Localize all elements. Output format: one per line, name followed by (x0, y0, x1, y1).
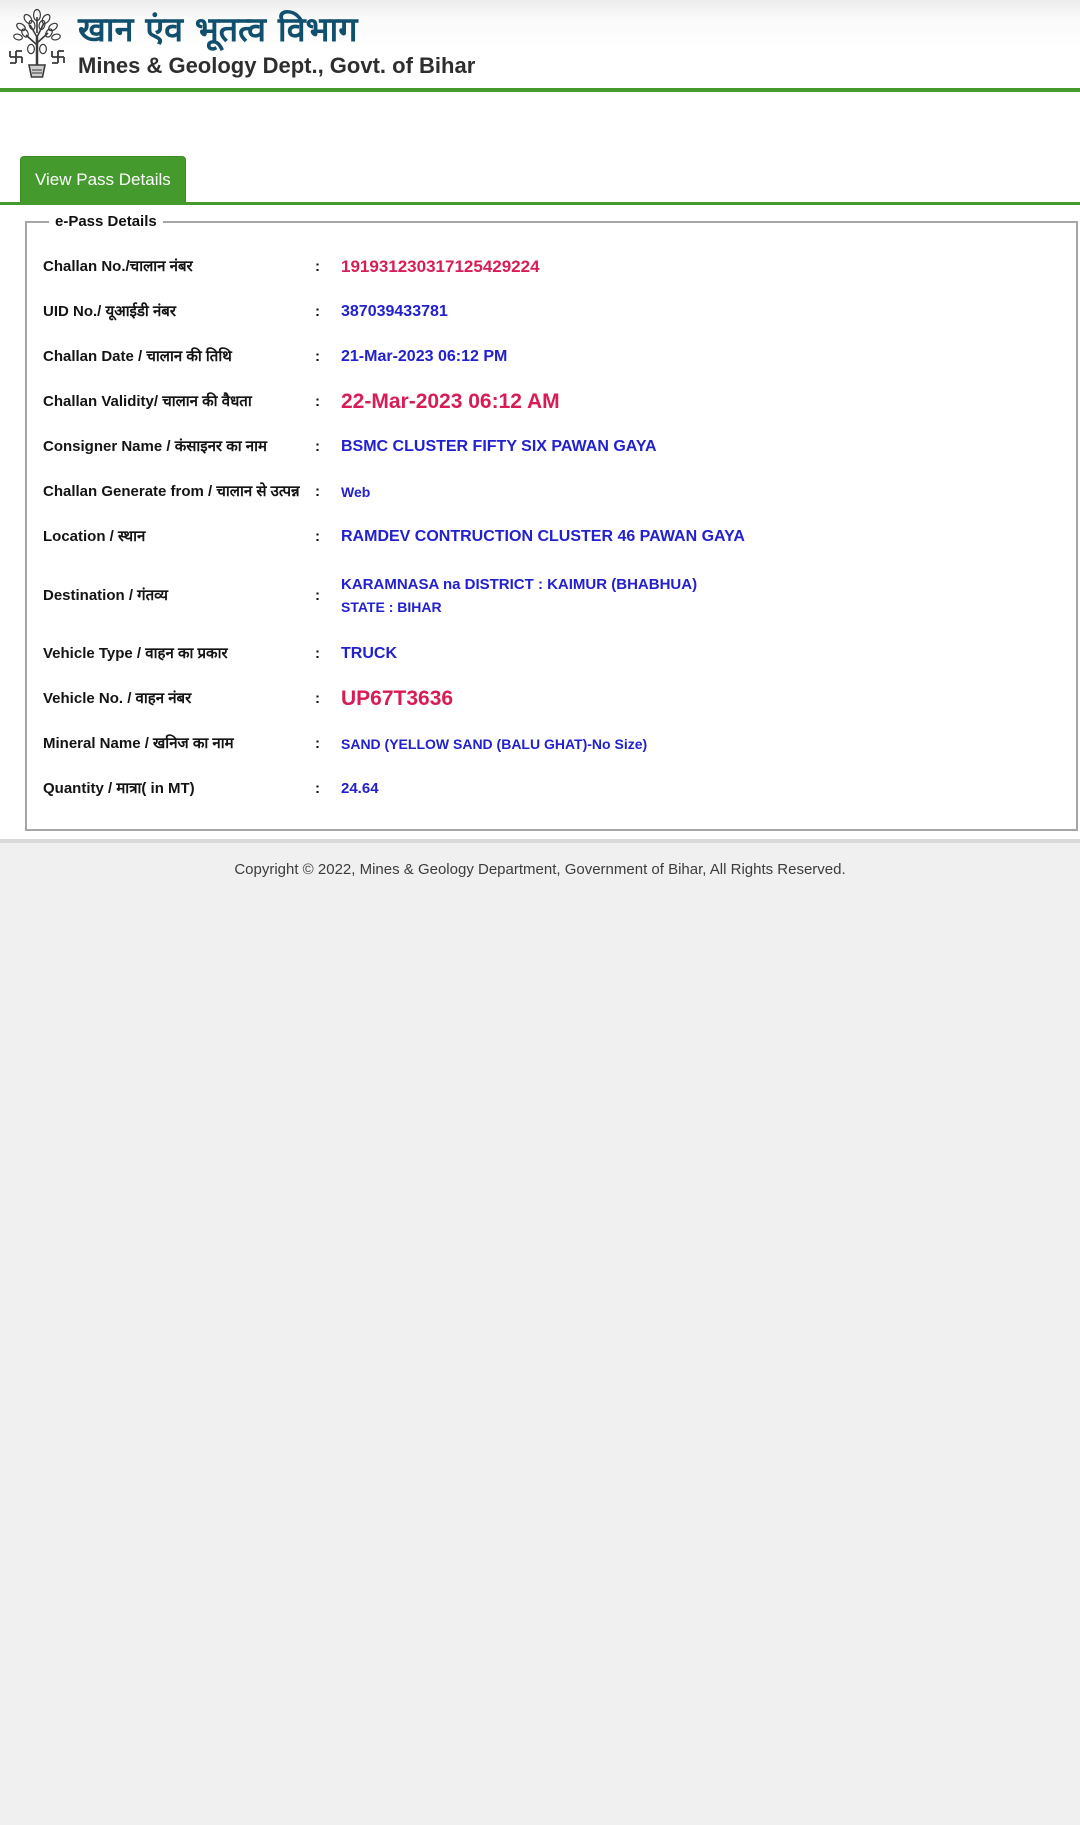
view-pass-details-tab[interactable]: View Pass Details (20, 156, 186, 202)
challan-validity-value: 22-Mar-2023 06:12 AM (341, 389, 560, 413)
field-label: Consigner Name / कंसाइनर का नाम (43, 438, 267, 455)
row-quantity (43, 766, 1066, 811)
challan-date-value: 21-Mar-2023 06:12 PM (341, 347, 508, 365)
field-label: Challan Date / चालान की तिथि (43, 348, 232, 365)
field-label: Vehicle Type / वाहन का प्रकार (43, 645, 228, 662)
department-title-hindi: खान एंव भूतत्व विभाग (78, 10, 358, 50)
colon-separator: : (315, 586, 320, 604)
row-challan-generate-from (43, 469, 1066, 514)
field-label: Vehicle No. / वाहन नंबर (43, 690, 192, 707)
field-label: UID No./ यूआईडी नंबर (43, 303, 176, 320)
row-uid-no (43, 289, 1066, 334)
colon-separator: : (315, 303, 320, 320)
quantity-value: 24.64 (341, 780, 379, 797)
destination-value (341, 576, 697, 615)
app-header (0, 0, 1080, 92)
colon-separator: : (315, 528, 320, 545)
field-label: Challan Generate from / चालान से उत्पन्न (43, 483, 300, 500)
destination-line1: KARAMNASA na DISTRICT : KAIMUR (BHABHUA) (341, 575, 698, 593)
challan-generate-from-value: Web (341, 483, 371, 500)
field-label: Challan No./चालान नंबर (43, 258, 193, 275)
mineral-name-value: SAND (YELLOW SAND (BALU GHAT)-No Size) (341, 735, 648, 752)
main-panel (0, 92, 1080, 843)
row-location (43, 514, 1066, 559)
epass-details-fieldset (25, 213, 1078, 831)
field-label: Location / स्थान (43, 528, 146, 545)
tab-strip (0, 156, 1080, 205)
colon-separator: : (315, 483, 320, 500)
field-label: Destination / गंतव्य (43, 586, 169, 604)
colon-separator: : (315, 393, 320, 410)
consigner-name-value: BSMC CLUSTER FIFTY SIX PAWAN GAYA (341, 437, 657, 455)
colon-separator: : (315, 690, 320, 707)
vehicle-type-value: TRUCK (341, 644, 397, 662)
row-challan-validity (43, 379, 1066, 424)
uid-no-value: 387039433781 (341, 302, 448, 320)
field-label: Mineral Name / खनिज का नाम (43, 735, 234, 752)
header-titles (78, 10, 475, 80)
colon-separator: : (315, 348, 320, 365)
field-label: Quantity / मात्रा( in MT) (43, 780, 195, 797)
colon-separator: : (315, 735, 320, 752)
colon-separator: : (315, 438, 320, 455)
colon-separator: : (315, 780, 320, 797)
location-value: RAMDEV CONTRUCTION CLUSTER 46 PAWAN GAYA (341, 527, 745, 545)
department-title-english: Mines & Geology Dept., Govt. of Bihar (78, 53, 476, 78)
spacer (0, 92, 1080, 156)
row-mineral-name (43, 721, 1066, 766)
colon-separator: : (315, 645, 320, 662)
row-vehicle-type (43, 631, 1066, 676)
row-challan-date (43, 334, 1066, 379)
destination-line2: STATE : BIHAR (341, 598, 442, 615)
colon-separator: : (315, 258, 320, 275)
row-destination (43, 559, 1066, 631)
vehicle-no-value: UP67T3636 (341, 686, 454, 710)
field-label: Challan Validity/ चालान की वैधता (43, 393, 252, 410)
copyright-text: Copyright © 2022, Mines & Geology Department, Government of Bihar, All Rights Reserved. (234, 861, 846, 878)
department-logo-icon (8, 7, 66, 83)
epass-details-legend: e-Pass Details (55, 213, 157, 230)
challan-no-value: 191931230317125429224 (341, 256, 540, 276)
row-consigner-name (43, 424, 1066, 469)
row-challan-no (43, 244, 1066, 289)
row-vehicle-no (43, 676, 1066, 721)
